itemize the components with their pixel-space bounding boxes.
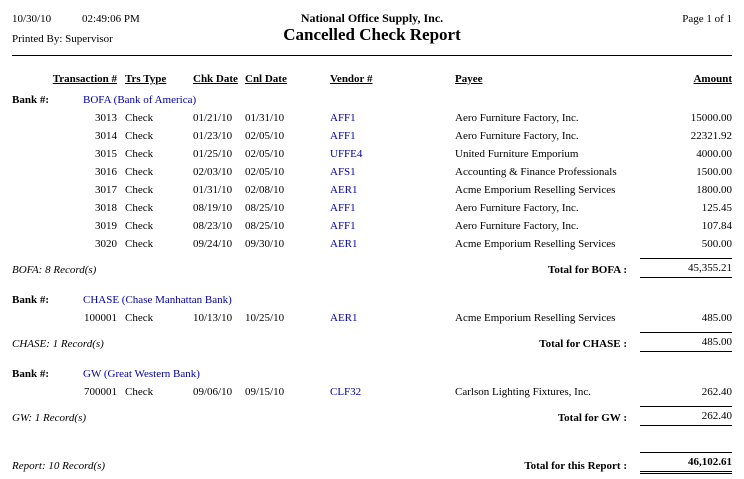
- cell-vendor: AER1: [330, 238, 358, 250]
- cell-trs-type: Check: [125, 148, 154, 160]
- cell-payee: Aero Furniture Factory, Inc.: [455, 130, 579, 142]
- cell-transaction: 3018: [95, 202, 117, 214]
- cell-chk-date: 02/03/10: [193, 166, 233, 178]
- section-total-amount: 262.40: [640, 406, 732, 426]
- cell-amount: 125.45: [701, 202, 732, 214]
- cell-vendor: AER1: [330, 184, 358, 196]
- column-header-cnl-date: Cnl Date: [245, 73, 287, 85]
- section-total-row: [12, 332, 732, 352]
- report-total-row: [12, 452, 732, 474]
- table-row: [12, 109, 732, 127]
- cell-payee: Accounting & Finance Professionals: [455, 166, 617, 178]
- cell-vendor: AFS1: [330, 166, 356, 178]
- cell-trs-type: Check: [125, 112, 154, 124]
- cell-cnl-date: 02/05/10: [245, 130, 285, 142]
- cell-transaction: 3015: [95, 148, 117, 160]
- cell-transaction: 700001: [84, 386, 117, 398]
- bank-label: Bank #:: [12, 294, 49, 306]
- column-header-vendor: Vendor #: [330, 73, 373, 85]
- cell-cnl-date: 02/05/10: [245, 166, 285, 178]
- column-header-amount: Amount: [693, 73, 732, 85]
- table-row: [12, 199, 732, 217]
- cell-amount: 107.84: [701, 220, 732, 232]
- record-count: CHASE: 1 Record(s): [12, 338, 104, 350]
- column-header-transaction: Transaction #: [52, 73, 117, 85]
- company-name: National Office Supply, Inc.: [300, 11, 444, 25]
- cell-chk-date: 09/06/10: [193, 386, 233, 398]
- cell-payee: Aero Furniture Factory, Inc.: [455, 112, 579, 124]
- cell-trs-type: Check: [125, 130, 154, 142]
- section-total-amount: 485.00: [640, 332, 732, 352]
- record-count: BOFA: 8 Record(s): [12, 264, 97, 276]
- cell-payee: United Furniture Emporium: [455, 148, 579, 160]
- cell-chk-date: 08/23/10: [193, 220, 233, 232]
- cell-vendor: AER1: [330, 312, 358, 324]
- report-time: 02:49:06 PM: [82, 13, 140, 25]
- column-header-chk-date: Chk Date: [193, 73, 238, 85]
- cell-trs-type: Check: [125, 238, 154, 250]
- cell-payee: Aero Furniture Factory, Inc.: [455, 220, 579, 232]
- cell-trs-type: Check: [125, 166, 154, 178]
- cell-cnl-date: 01/31/10: [245, 112, 285, 124]
- section-total-label: Total for CHASE :: [539, 338, 627, 350]
- table-row: [12, 163, 732, 181]
- cell-vendor: AFF1: [330, 202, 356, 214]
- cell-vendor: AFF1: [330, 112, 356, 124]
- bank-name: BOFA (Bank of America): [83, 94, 197, 106]
- bank-name: GW (Great Western Bank): [83, 368, 200, 380]
- cell-vendor: AFF1: [330, 220, 356, 232]
- record-count: GW: 1 Record(s): [12, 412, 87, 424]
- cell-payee: Acme Emporium Reselling Services: [455, 184, 616, 196]
- cell-vendor: CLF32: [330, 386, 362, 398]
- cell-transaction: 3014: [95, 130, 117, 142]
- cell-amount: 4000.00: [696, 148, 732, 160]
- cell-chk-date: 08/19/10: [193, 202, 233, 214]
- section-total-row: [12, 258, 732, 278]
- cell-cnl-date: 10/25/10: [245, 312, 285, 324]
- cell-chk-date: 01/25/10: [193, 148, 233, 160]
- cell-transaction: 3016: [95, 166, 117, 178]
- cell-cnl-date: 02/08/10: [245, 184, 285, 196]
- section-total-row: [12, 406, 732, 426]
- report-total-label: Total for this Report :: [524, 460, 627, 472]
- table-row: [12, 309, 732, 327]
- column-headers: [12, 70, 732, 88]
- page-number: Page 1 of 1: [682, 13, 732, 25]
- cell-trs-type: Check: [125, 184, 154, 196]
- cell-transaction: 3013: [95, 112, 117, 124]
- table-row: [12, 145, 732, 163]
- bank-header: [12, 291, 732, 309]
- section-total-label: Total for GW :: [557, 412, 627, 424]
- printed-by: Printed By: Supervisor: [12, 33, 113, 45]
- cell-transaction: 3019: [95, 220, 117, 232]
- report-record-count: Report: 10 Record(s): [12, 460, 106, 472]
- table-row: [12, 181, 732, 199]
- cell-amount: 22321.92: [690, 130, 732, 142]
- cell-chk-date: 09/24/10: [193, 238, 233, 250]
- cell-cnl-date: 09/15/10: [245, 386, 285, 398]
- section-total-amount: 45,355.21: [640, 258, 732, 278]
- table-row: [12, 217, 732, 235]
- cell-vendor: UFFE4: [330, 148, 363, 160]
- cell-trs-type: Check: [125, 312, 154, 324]
- bank-header: [12, 91, 732, 109]
- cell-transaction: 100001: [84, 312, 117, 324]
- bank-label: Bank #:: [12, 368, 49, 380]
- bank-header: [12, 365, 732, 383]
- section-total-label: Total for BOFA :: [548, 264, 627, 276]
- bank-name: CHASE (Chase Manhattan Bank): [83, 294, 232, 306]
- cell-cnl-date: 08/25/10: [245, 202, 285, 214]
- cell-cnl-date: 08/25/10: [245, 220, 285, 232]
- table-row: [12, 383, 732, 401]
- cell-chk-date: 01/21/10: [193, 112, 233, 124]
- cell-amount: 485.00: [701, 312, 732, 324]
- table-row: [12, 127, 732, 145]
- cell-chk-date: 01/31/10: [193, 184, 233, 196]
- cell-transaction: 3020: [95, 238, 117, 250]
- cell-trs-type: Check: [125, 202, 154, 214]
- cell-transaction: 3017: [95, 184, 117, 196]
- cell-trs-type: Check: [125, 386, 154, 398]
- cell-amount: 1500.00: [696, 166, 732, 178]
- cell-payee: Acme Emporium Reselling Services: [455, 312, 616, 324]
- cell-cnl-date: 02/05/10: [245, 148, 285, 160]
- report-title: Cancelled Check Report: [283, 25, 461, 44]
- bank-label: Bank #:: [12, 94, 49, 106]
- cell-payee: Carlson Lighting Fixtures, Inc.: [455, 386, 591, 398]
- cell-amount: 262.40: [701, 386, 732, 398]
- cell-cnl-date: 09/30/10: [245, 238, 285, 250]
- cell-chk-date: 01/23/10: [193, 130, 233, 142]
- header-divider: [12, 55, 732, 56]
- cell-payee: Acme Emporium Reselling Services: [455, 238, 616, 250]
- cell-trs-type: Check: [125, 220, 154, 232]
- cell-vendor: AFF1: [330, 130, 356, 142]
- report-total-amount: 46,102.61: [640, 452, 732, 474]
- cell-amount: 1800.00: [696, 184, 732, 196]
- column-header-payee: Payee: [455, 73, 483, 85]
- table-row: [12, 235, 732, 253]
- column-header-trs-type: Trs Type: [125, 73, 167, 85]
- cell-amount: 500.00: [701, 238, 732, 250]
- report-date: 10/30/10: [12, 13, 52, 25]
- cell-payee: Aero Furniture Factory, Inc.: [455, 202, 579, 214]
- cell-chk-date: 10/13/10: [193, 312, 233, 324]
- cell-amount: 15000.00: [690, 112, 732, 124]
